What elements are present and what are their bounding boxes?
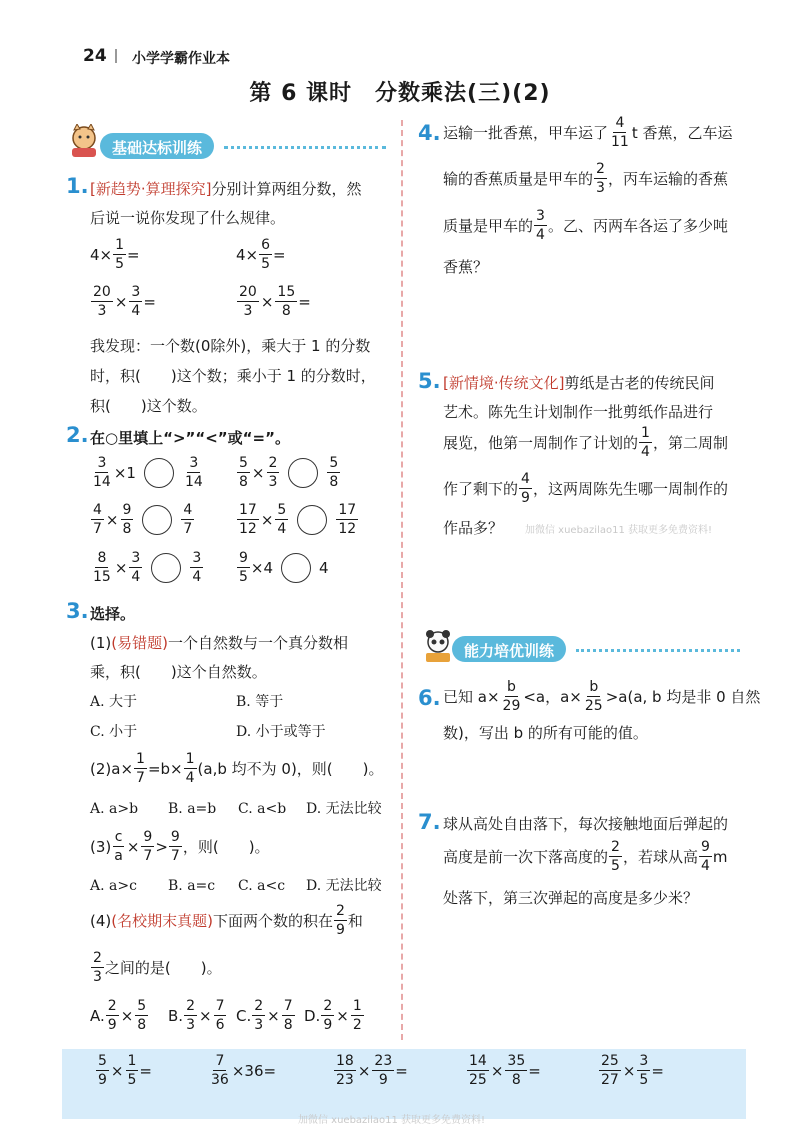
- q2-row3-b: $\frac{9}{5}$ ×4 4: [239, 550, 329, 585]
- quick-calc-1: $\frac{5}{9}$ × $\frac{1}{5}$ =: [98, 1053, 152, 1088]
- compare-circle[interactable]: [144, 458, 174, 488]
- q7-line-1: 球从高处自由落下，每次接触地面后弹起的: [443, 815, 729, 833]
- question-2-number: 2.: [66, 423, 89, 447]
- q4-line-1: 运输一批香蕉，甲车运了 4 11 t 香蕉，乙车运: [443, 115, 733, 150]
- q1-tag: [新趋势·算理探究]: [90, 180, 212, 198]
- q3-s2-opt-c[interactable]: C. a<b: [238, 801, 287, 817]
- q4-line-4: 香蕉？: [443, 258, 489, 276]
- q3-s4-opt-d[interactable]: D. $\frac{2}{9}$ × $\frac{1}{2}$: [304, 998, 362, 1033]
- q2-row3-a: $\frac{8}{15}$ × $\frac{3}{4}$ 3 4: [93, 550, 202, 585]
- book-title: 小学学霸作业本: [132, 51, 230, 67]
- watermark: 加微信 xuebazilao11 获取更多免费资料!: [525, 525, 713, 536]
- q2-row1-b: $\frac{5}{8}$ × $\frac{2}{3}$ 5 8: [239, 455, 339, 490]
- q3-s1-opt-d[interactable]: D. 小于或等于: [236, 724, 326, 740]
- quick-calc-2: $\frac{7}{36}$ ×36=: [211, 1053, 277, 1088]
- q3-s3-opt-b[interactable]: B. a=c: [168, 878, 216, 894]
- q3-s2-stem: (2)a× $\frac{1}{7}$ =b× $\frac{1}{4}$ (a,b 均不为 0)，则( )。: [90, 751, 384, 786]
- q2-row2-b: $\frac{17}{12}$ × $\frac{5}{4}$ 17 12: [239, 502, 357, 537]
- question-6-number: 6.: [418, 686, 441, 710]
- banner-dots: [224, 146, 386, 149]
- q3-s4-opt-b[interactable]: B. $\frac{2}{3}$ × $\frac{7}{6}$: [168, 998, 225, 1033]
- lesson-title: 第 6 课时 分数乘法(三)(2): [249, 81, 551, 106]
- question-5-number: 5.: [418, 369, 441, 393]
- q1-find-2: 时，积( )这个数；乘小于 1 的分数时，: [90, 367, 376, 385]
- q3-s4-stem-2: 2 3 之间的是( )。: [93, 950, 222, 985]
- q2-row2-a: $\frac{4}{7}$ × $\frac{9}{8}$ 4 7: [93, 502, 193, 537]
- compare-circle[interactable]: [297, 505, 327, 535]
- q3-s2-opt-a[interactable]: A. a>b: [90, 801, 139, 817]
- q3-s3-opt-c[interactable]: C. a<c: [238, 878, 286, 894]
- question-4-number: 4.: [418, 121, 441, 145]
- compare-circle[interactable]: [288, 458, 318, 488]
- basic-training-banner: 基础达标训练: [100, 133, 214, 159]
- q3-s1-opt-c[interactable]: C. 小于: [90, 724, 138, 740]
- q3-text: 选择。: [90, 605, 136, 623]
- ability-training-banner: 能力培优训练: [452, 636, 566, 662]
- bottom-watermark: 加微信 xuebazilao11 获取更多免费资料!: [298, 1115, 486, 1126]
- compare-circle[interactable]: [281, 553, 311, 583]
- compare-circle[interactable]: [151, 553, 181, 583]
- q1-find-1: 我发现：一个数(0除外)，乘大于 1 的分数: [90, 337, 371, 355]
- cat-mascot-icon: [68, 124, 96, 152]
- q5-line-2: 艺术。陈先生计划制作一批剪纸作品进行: [443, 403, 714, 421]
- column-divider: [401, 120, 403, 1040]
- q3-s2-opt-d[interactable]: D. 无法比较: [306, 801, 382, 817]
- q3-s2-opt-b[interactable]: B. a=b: [168, 801, 217, 817]
- q5-line-1: [新情境·传统文化]剪纸是古老的传统民间: [443, 374, 715, 392]
- q1-find-3: 积( )这个数。: [90, 397, 207, 415]
- q6-line-2: 数)，写出 b 的所有可能的值。: [443, 724, 648, 742]
- q4-line-2: 输的香蕉质量是甲车的 2 3 ，丙车运输的香蕉: [443, 161, 728, 196]
- question-1-number: 1.: [66, 174, 89, 198]
- q3-s4-opt-c[interactable]: C. $\frac{2}{3}$ × $\frac{7}{8}$: [236, 998, 293, 1033]
- q3-s4-opt-a[interactable]: A. $\frac{2}{9}$ × $\frac{5}{8}$: [90, 998, 147, 1033]
- banner-dots: [576, 649, 740, 652]
- header-separator: [115, 49, 117, 63]
- quick-calc-5: $\frac{25}{27}$ × $\frac{3}{5}$ =: [601, 1053, 664, 1088]
- page-number: 24: [83, 46, 107, 66]
- q3-s3-opt-a[interactable]: A. a>c: [90, 878, 137, 894]
- q2-text: 在○里填上“>”“<”或“=”。: [90, 429, 290, 447]
- q3-s1-line2: 乘，积( )这个自然数。: [90, 663, 267, 681]
- q4-line-3: 质量是甲车的 3 4 。乙、丙两车各运了多少吨: [443, 208, 728, 243]
- q5-line-3: 展览，他第一周制作了计划的 1 4 ，第二周制: [443, 425, 728, 460]
- q5-line-4: 作了剩下的 4 9 ，这两周陈先生哪一周制作的: [443, 471, 728, 506]
- q7-line-2: 高度是前一次下落高度的 2 5 ，若球从高 9 4 m: [443, 839, 728, 874]
- quick-calc-3: $\frac{18}{23}$ × $\frac{23}{9}$ =: [336, 1053, 408, 1088]
- quick-calc-4: $\frac{14}{25}$ × $\frac{35}{8}$ =: [469, 1053, 541, 1088]
- q1-expr-4: $\frac{20}{3}$ × $\frac{15}{8}$ =: [239, 284, 311, 319]
- q2-row1-a: $\frac{3}{14}$ ×1 3 14: [93, 455, 203, 490]
- question-3-number: 3.: [66, 599, 89, 623]
- q1-expr-3: $\frac{20}{3}$ × $\frac{3}{4}$ =: [93, 284, 156, 319]
- q3-s1-opt-b[interactable]: B. 等于: [236, 694, 284, 710]
- question-7-number: 7.: [418, 810, 441, 834]
- q1-text-b: 后说一说你发现了什么规律。: [90, 209, 286, 227]
- q1-expr-1: 4× $\frac{1}{5}$ =: [90, 237, 140, 272]
- q1-expr-2: 4× $\frac{6}{5}$ =: [236, 237, 286, 272]
- compare-circle[interactable]: [142, 505, 172, 535]
- q7-line-3: 处落下，第三次弹起的高度是多少米？: [443, 889, 699, 907]
- q3-s1-opt-a[interactable]: A. 大于: [90, 694, 138, 710]
- q6-line-1: 已知 a× $\frac{b}{29}$ <a，a× $\frac{b}{25}$ >a(a, b 均是非 0 自然: [443, 679, 761, 714]
- q1-text-a: 分别计算两组分数，然: [211, 180, 362, 198]
- reading-mascot-icon: [422, 630, 450, 658]
- q3-s3-stem: (3) $\frac{c}{a}$ × $\frac{9}{7}$ > 9 7 ，则( )。: [90, 829, 270, 864]
- q3-s4-stem: (4) (名校期末真题) 下面两个数的积在 2 9 和: [90, 903, 363, 938]
- q5-line-5: 作品多？: [443, 519, 504, 537]
- q3-s1-line1: (1)(易错题)一个自然数与一个真分数相: [90, 634, 348, 652]
- q3-s3-opt-d[interactable]: D. 无法比较: [306, 878, 382, 894]
